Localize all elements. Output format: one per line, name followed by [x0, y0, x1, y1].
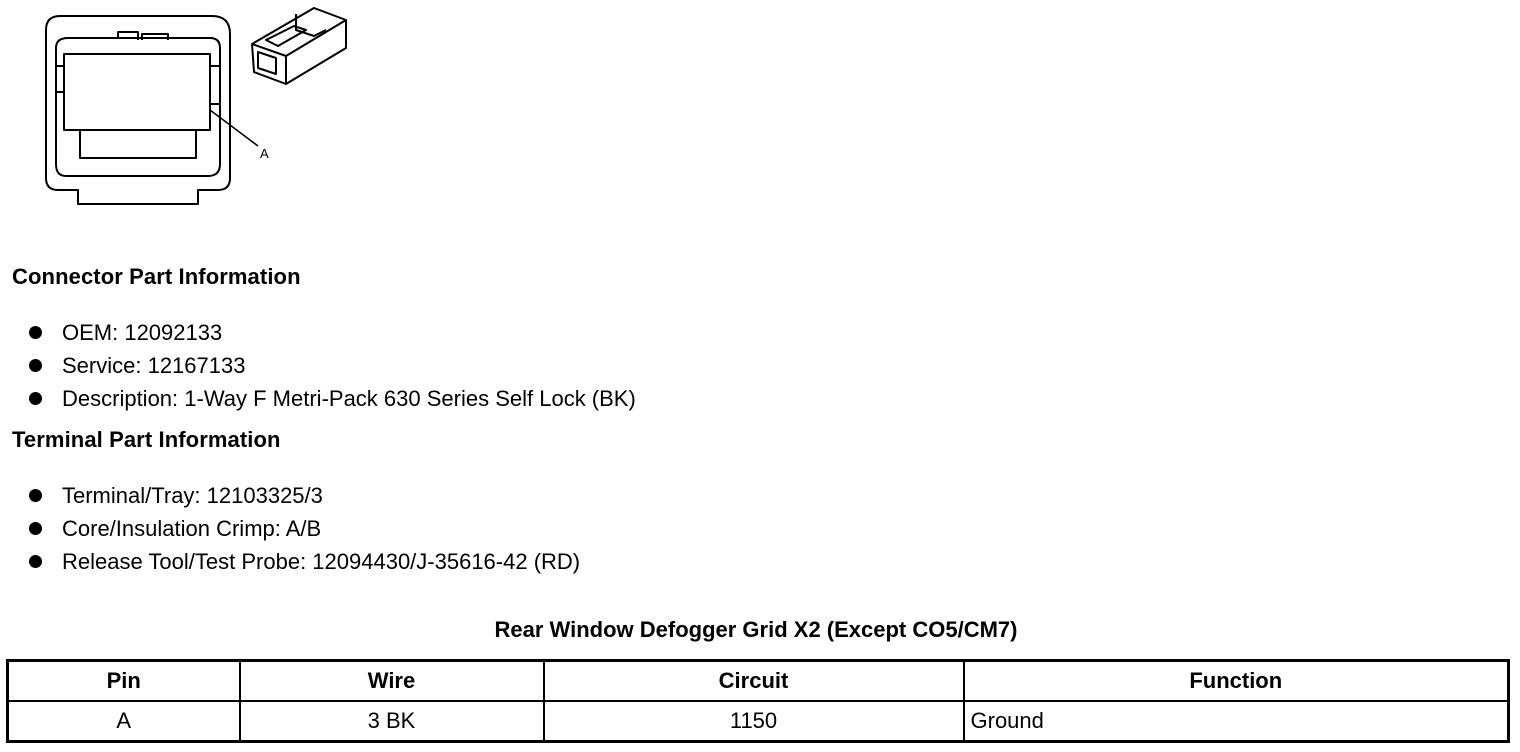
- list-item-text: Core/Insulation Crimp: A/B: [62, 516, 322, 541]
- bullet-icon: [29, 359, 42, 372]
- list-item-text: Terminal/Tray: 12103325/3: [62, 483, 323, 508]
- bullet-icon: [29, 555, 42, 568]
- connector-face-drawing: [0, 0, 380, 220]
- bullet-icon: [29, 392, 42, 405]
- bullet-icon: [29, 522, 42, 535]
- cell-wire: 3 BK: [240, 701, 544, 742]
- connector-part-list: [28, 316, 636, 415]
- list-item-text: Service: 12167133: [62, 353, 246, 378]
- connector-part-heading: Connector Part Information: [12, 264, 301, 289]
- list-item: [28, 479, 580, 512]
- list-item: [28, 545, 580, 578]
- table-row: [8, 701, 1509, 742]
- list-item: [28, 382, 636, 415]
- cell-pin: A: [8, 701, 240, 742]
- column-header-pin: Pin: [8, 661, 240, 702]
- bullet-icon: [29, 489, 42, 502]
- list-item-text: Release Tool/Test Probe: 12094430/J-35616-42 (RD): [62, 549, 581, 574]
- cell-circuit: 1150: [544, 701, 964, 742]
- column-header-circuit: Circuit: [544, 661, 964, 702]
- pin-table: [6, 659, 1510, 743]
- terminal-part-heading: Terminal Part Information: [12, 427, 281, 452]
- callout-label-a: A: [260, 146, 269, 161]
- connector-iso-icon: [252, 8, 346, 84]
- terminal-part-list: [28, 479, 580, 578]
- cell-function: Ground: [964, 701, 1509, 742]
- bullet-icon: [29, 326, 42, 339]
- list-item: [28, 349, 636, 382]
- list-item-text: Description: 1-Way F Metri-Pack 630 Series Self Lock (BK): [62, 386, 636, 411]
- table-header-row: [8, 661, 1509, 702]
- list-item: [28, 512, 580, 545]
- column-header-wire: Wire: [240, 661, 544, 702]
- callout-leader-line: [210, 110, 258, 146]
- list-item-text: OEM: 12092133: [62, 320, 223, 345]
- pin-table-title: Rear Window Defogger Grid X2 (Except CO5/CM7): [494, 617, 1018, 642]
- connector-illustration: [0, 0, 380, 220]
- column-header-function: Function: [964, 661, 1509, 702]
- list-item: [28, 316, 636, 349]
